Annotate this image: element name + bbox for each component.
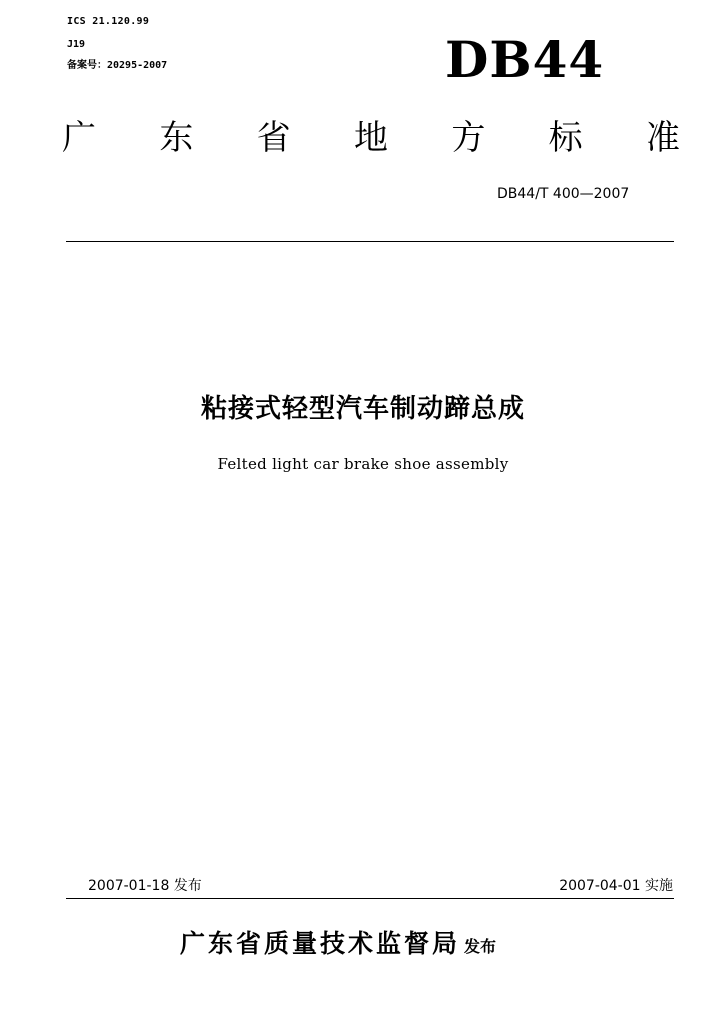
issue-date: 2007-01-18 发布 xyxy=(88,878,202,894)
title-english: Felted light car brake shoe assembly xyxy=(217,455,509,473)
title-chinese: 粘接式轻型汽车制动蹄总成 xyxy=(200,394,525,424)
classification-code: J19 xyxy=(67,39,86,50)
issuer-name: 广东省质量技术监督局 xyxy=(180,929,461,958)
filing-number: 备案号：20295-2007 xyxy=(67,60,168,71)
top-divider xyxy=(66,241,674,242)
standard-type-char: 地 xyxy=(353,118,388,158)
db44-logo: DB44 xyxy=(445,30,605,89)
standard-type-char: 标 xyxy=(548,118,583,158)
standard-type-char: 广 xyxy=(62,118,96,158)
implementation-date: 2007-04-01 实施 xyxy=(559,878,673,894)
issuer-line xyxy=(180,924,496,960)
standard-type-char: 方 xyxy=(451,118,486,158)
issuer-suffix: 发布 xyxy=(464,937,497,956)
standard-number: DB44/T 400—2007 xyxy=(497,186,630,202)
ics-code: ICS 21.120.99 xyxy=(67,16,150,27)
standard-type-char: 东 xyxy=(159,118,194,158)
standard-type-char: 准 xyxy=(645,118,680,158)
bottom-divider xyxy=(66,898,674,899)
standard-type-char: 省 xyxy=(256,118,291,158)
standard-type-heading xyxy=(62,116,680,160)
